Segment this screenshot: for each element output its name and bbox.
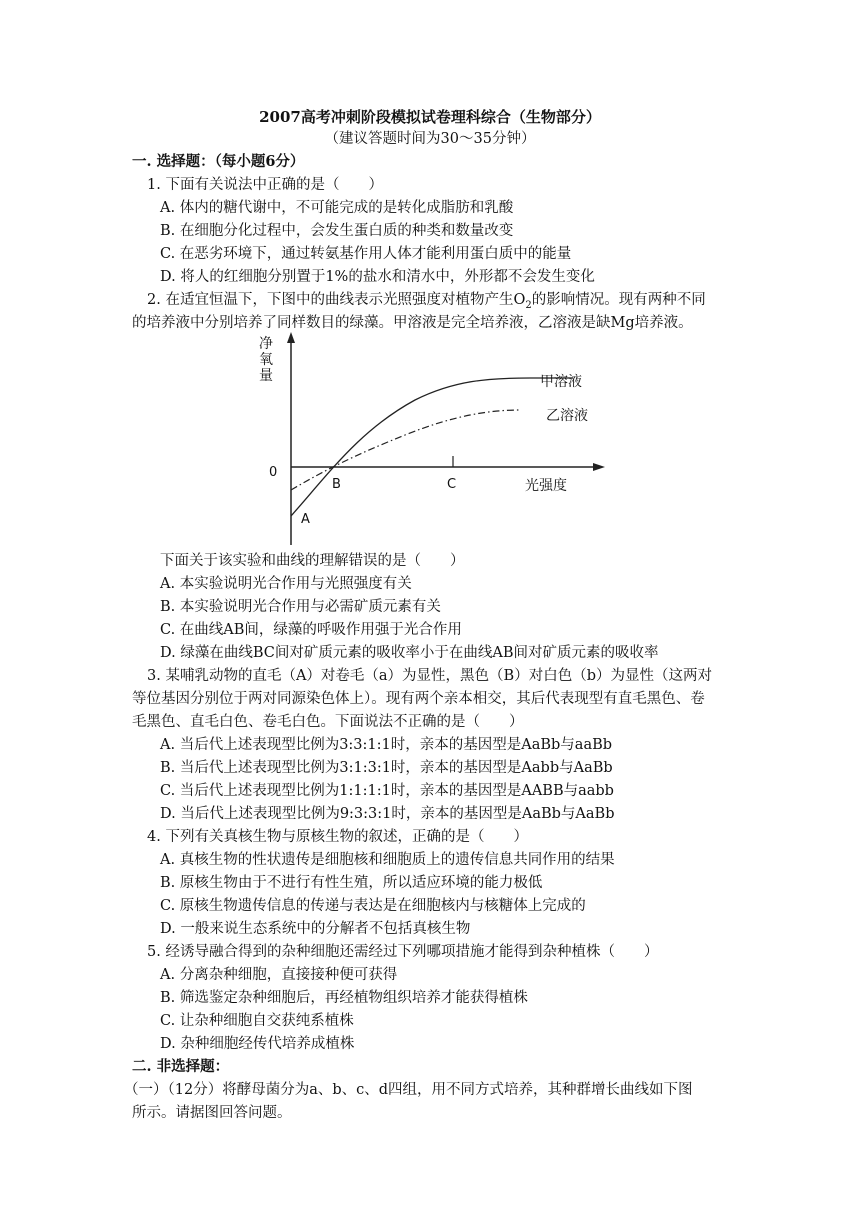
question-2-option-b: B. 本实验说明光合作用与必需矿质元素有关 — [160, 599, 441, 615]
question-2-stem-line-3: 下面关于该实验和曲线的理解错误的是（ ） — [160, 553, 465, 569]
question-2-stem-post: 的影响情况。现有两种不同 — [531, 292, 706, 308]
question-2-option-c: C. 在曲线AB间，绿藻的呼吸作用强于光合作用 — [160, 622, 462, 638]
question-3-option-b: B. 当后代上述表现型比例为3:1:3:1时，亲本的基因型是Aabb与AaBb — [160, 760, 613, 776]
page-subtitle: （建议答题时间为30～35分钟） — [324, 131, 536, 147]
question-4-option-a: A. 真核生物的性状遗传是细胞核和细胞质上的遗传信息共同作用的结果 — [160, 852, 615, 868]
question-1-option-a: A. 体内的糖代谢中，不可能完成的是转化成脂肪和乳酸 — [160, 200, 514, 216]
question-5-option-a: A. 分离杂种细胞，直接接种便可获得 — [160, 967, 398, 983]
question-3-option-c: C. 当后代上述表现型比例为1:1:1:1时，亲本的基因型是AABB与aabb — [160, 783, 614, 799]
question-2-stem-pre: 2. 在适宜恒温下，下图中的曲线表示光照强度对植物产生O — [147, 292, 526, 308]
x-axis-arrow — [593, 463, 605, 471]
question-4-option-c: C. 原核生物遗传信息的传递与表达是在细胞核内与核糖体上完成的 — [160, 898, 586, 914]
question-2-stem-line-2: 的培养液中分别培养了同样数目的绿藻。甲溶液是完全培养液，乙溶液是缺Mg培养液。 — [132, 315, 693, 331]
x-axis-label: 光强度 — [525, 478, 567, 494]
curve-jia-solution — [291, 378, 573, 516]
question-2-option-d: D. 绿藻在曲线BC间对矿质元素的吸收率小于在曲线AB间对矿质元素的吸收率 — [160, 645, 659, 661]
question-5-option-c: C. 让杂种细胞自交获纯系植株 — [160, 1013, 354, 1029]
question-3-option-d: D. 当后代上述表现型比例为9:3:3:1时，亲本的基因型是AaBb与AaBb — [160, 806, 615, 822]
curve-yi-solution — [291, 410, 521, 490]
y-axis-label: 净氧量 — [259, 336, 273, 384]
section-heading-nonchoice: 二. 非选择题： — [132, 1058, 230, 1075]
question-5-option-b: B. 筛选鉴定杂种细胞后，再经植物组织培养才能获得植株 — [160, 990, 528, 1006]
y-axis-arrow — [287, 332, 295, 343]
point-b-label: B — [332, 477, 341, 492]
question-5-option-d: D. 杂种细胞经传代培养成植株 — [160, 1036, 355, 1052]
question-1-option-b: B. 在细胞分化过程中，会发生蛋白质的种类和数量改变 — [160, 223, 514, 239]
series-jia-label: 甲溶液 — [540, 374, 582, 390]
question-3-stem-line-3: 毛黑色、直毛白色、卷毛白色。下面说法不正确的是（ ） — [132, 714, 524, 730]
point-c-label: C — [447, 477, 457, 492]
question-1-option-c: C. 在恶劣环境下，通过转氨基作用人体才能利用蛋白质中的能量 — [160, 246, 572, 262]
question-4-option-b: B. 原核生物由于不进行有性生殖，所以适应环境的能力极低 — [160, 875, 543, 891]
question-3-option-a: A. 当后代上述表现型比例为3:3:1:1时，亲本的基因型是AaBb与aaBb — [160, 737, 613, 753]
question-4-stem: 4. 下列有关真核生物与原核生物的叙述，正确的是（ ） — [147, 829, 528, 845]
series-yi-label: 乙溶液 — [546, 408, 588, 424]
light-intensity-oxygen-figure — [255, 330, 615, 550]
problem-1-line-1: （一）（12分）将酵母菌分为a、b、c、d四组，用不同方式培养，其种群增长曲线如下图 — [124, 1082, 693, 1098]
question-2-stem-subscript: 2 — [525, 299, 532, 311]
page-title: 2007高考冲刺阶段模拟试卷理科综合（生物部分） — [259, 108, 601, 126]
question-5-stem: 5. 经诱导融合得到的杂种细胞还需经过下列哪项措施才能得到杂种植株（ ） — [147, 944, 659, 960]
question-4-option-d: D. 一般来说生态系统中的分解者不包括真核生物 — [160, 921, 471, 937]
section-heading-choice: 一. 选择题：（每小题6分） — [132, 153, 305, 170]
point-a-label: A — [301, 512, 310, 527]
question-3-stem-line-2: 等位基因分别位于两对同源染色体上）。现有两个亲本相交，其后代表现型有直毛黑色、卷 — [132, 691, 705, 707]
question-1-option-d: D. 将人的红细胞分别置于1%的盐水和清水中，外形都不会发生变化 — [160, 269, 595, 285]
question-2-option-a: A. 本实验说明光合作用与光照强度有关 — [160, 576, 412, 592]
question-1-stem: 1. 下面有关说法中正确的是（ ） — [147, 177, 383, 193]
origin-label: 0 — [269, 465, 278, 480]
problem-1-line-2: 所示。请据图回答问题。 — [132, 1105, 292, 1121]
question-3-stem-line-1: 3. 某哺乳动物的直毛（A）对卷毛（a）为显性，黑色（B）对白色（b）为显性（这两对 — [147, 668, 712, 684]
